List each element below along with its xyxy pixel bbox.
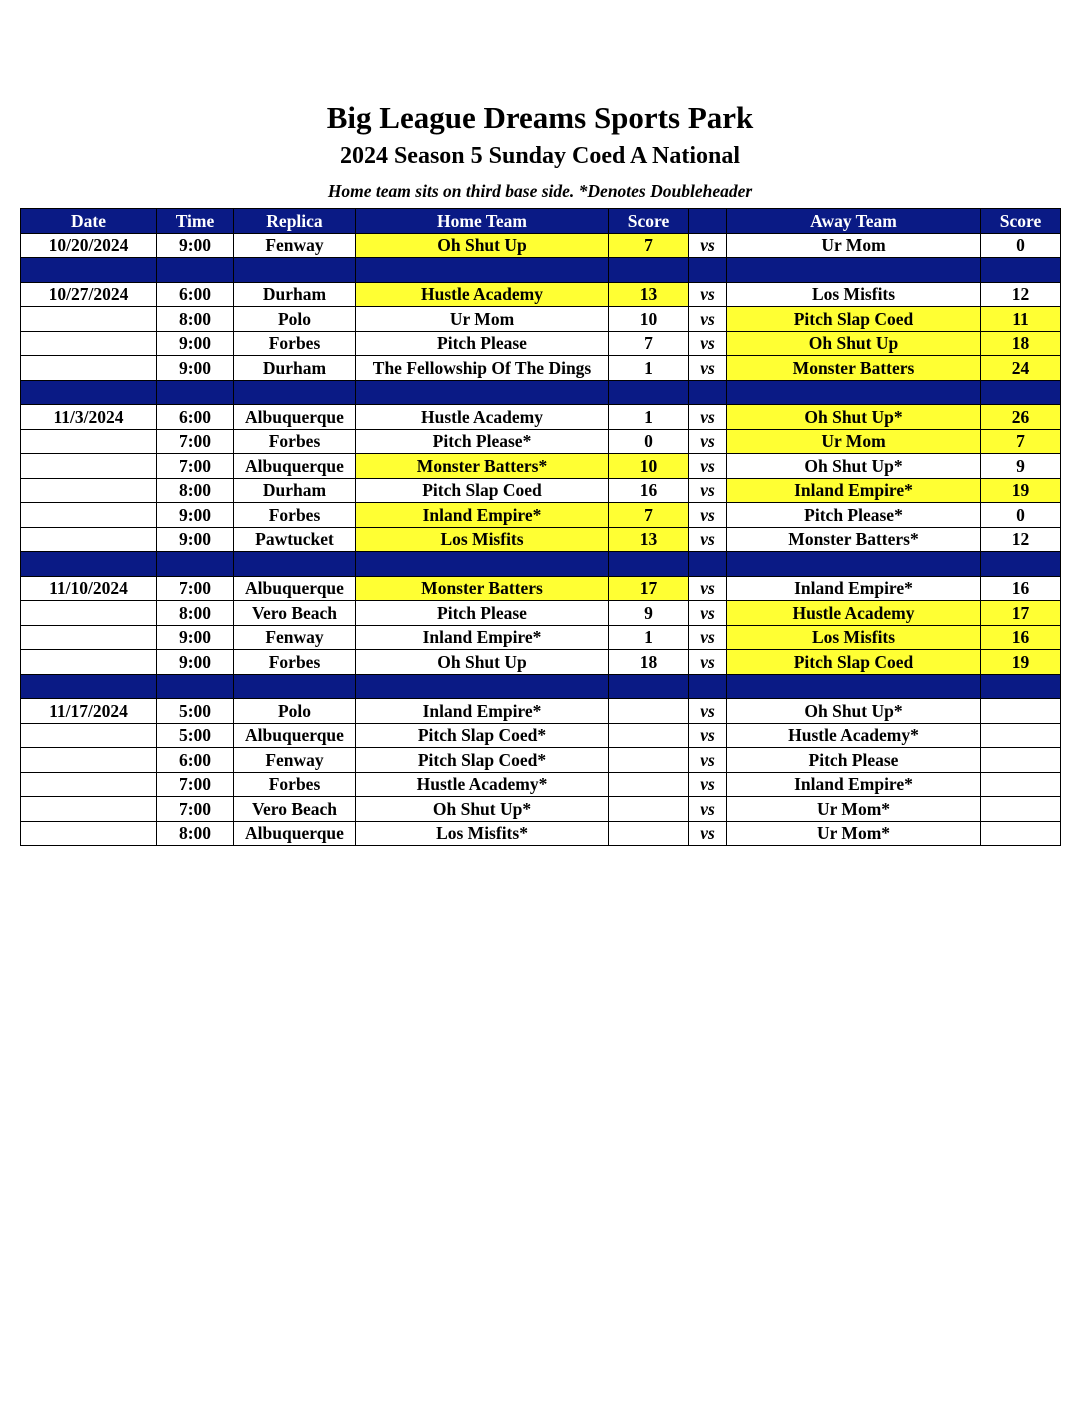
home-team-cell: Monster Batters	[356, 576, 609, 601]
away-score-cell	[981, 723, 1061, 748]
home-team-cell: Hustle Academy	[356, 405, 609, 430]
home-team-cell: Oh Shut Up	[356, 233, 609, 258]
home-team-cell: Pitch Slap Coed*	[356, 748, 609, 773]
home-score-cell: 1	[609, 356, 689, 381]
home-score-cell	[609, 797, 689, 822]
home-team-cell: Pitch Please	[356, 331, 609, 356]
date-cell	[21, 307, 157, 332]
replica-cell: Polo	[234, 699, 356, 724]
away-team-cell: Los Misfits	[727, 625, 981, 650]
replica-cell: Durham	[234, 356, 356, 381]
column-header-away-score: Score	[981, 209, 1061, 234]
time-cell: 8:00	[157, 821, 234, 846]
vs-cell: vs	[689, 650, 727, 675]
away-score-cell: 0	[981, 233, 1061, 258]
date-cell	[21, 527, 157, 552]
separator-cell	[689, 552, 727, 577]
date-cell	[21, 454, 157, 479]
home-team-cell: Pitch Slap Coed	[356, 478, 609, 503]
separator-row	[21, 380, 1061, 405]
away-team-cell: Oh Shut Up*	[727, 405, 981, 430]
date-cell	[21, 821, 157, 846]
away-score-cell: 12	[981, 527, 1061, 552]
page-title: Big League Dreams Sports Park	[326, 100, 754, 135]
table-row	[21, 772, 1061, 797]
replica-cell: Durham	[234, 282, 356, 307]
column-header-replica: Replica	[234, 209, 356, 234]
away-team-cell: Hustle Academy*	[727, 723, 981, 748]
home-score-cell: 13	[609, 527, 689, 552]
separator-row	[21, 674, 1061, 699]
away-team-cell: Ur Mom*	[727, 797, 981, 822]
away-score-cell: 0	[981, 503, 1061, 528]
column-header-time: Time	[157, 209, 234, 234]
table-row	[21, 331, 1061, 356]
home-score-cell	[609, 772, 689, 797]
replica-cell: Forbes	[234, 772, 356, 797]
vs-cell: vs	[689, 429, 727, 454]
separator-cell	[234, 552, 356, 577]
separator-cell	[356, 380, 609, 405]
table-row	[21, 699, 1061, 724]
vs-cell: vs	[689, 331, 727, 356]
replica-cell: Forbes	[234, 331, 356, 356]
away-score-cell: 19	[981, 478, 1061, 503]
table-row	[21, 454, 1061, 479]
home-score-cell: 1	[609, 405, 689, 430]
separator-cell	[21, 380, 157, 405]
table-row	[21, 478, 1061, 503]
home-team-cell: Oh Shut Up*	[356, 797, 609, 822]
away-team-cell: Oh Shut Up*	[727, 699, 981, 724]
separator-cell	[21, 258, 157, 283]
time-cell: 9:00	[157, 356, 234, 381]
replica-cell: Pawtucket	[234, 527, 356, 552]
separator-row	[21, 258, 1061, 283]
vs-cell: vs	[689, 405, 727, 430]
date-cell: 11/10/2024	[21, 576, 157, 601]
away-team-cell: Pitch Slap Coed	[727, 650, 981, 675]
date-cell	[21, 772, 157, 797]
home-score-cell: 0	[609, 429, 689, 454]
away-team-cell: Hustle Academy	[727, 601, 981, 626]
home-team-cell: Monster Batters*	[356, 454, 609, 479]
vs-cell: vs	[689, 478, 727, 503]
date-cell: 10/27/2024	[21, 282, 157, 307]
separator-cell	[609, 674, 689, 699]
away-team-cell: Ur Mom*	[727, 821, 981, 846]
column-header-home-score: Score	[609, 209, 689, 234]
table-row	[21, 576, 1061, 601]
away-score-cell	[981, 748, 1061, 773]
replica-cell: Durham	[234, 478, 356, 503]
date-cell	[21, 797, 157, 822]
time-cell: 7:00	[157, 429, 234, 454]
home-score-cell: 10	[609, 454, 689, 479]
away-score-cell: 24	[981, 356, 1061, 381]
time-cell: 7:00	[157, 454, 234, 479]
home-team-cell: Pitch Slap Coed*	[356, 723, 609, 748]
away-score-cell: 18	[981, 331, 1061, 356]
away-team-cell: Monster Batters*	[727, 527, 981, 552]
separator-cell	[981, 552, 1061, 577]
home-score-cell: 9	[609, 601, 689, 626]
replica-cell: Forbes	[234, 429, 356, 454]
time-cell: 6:00	[157, 282, 234, 307]
table-row	[21, 356, 1061, 381]
vs-cell: vs	[689, 576, 727, 601]
separator-cell	[157, 258, 234, 283]
replica-cell: Albuquerque	[234, 723, 356, 748]
replica-cell: Fenway	[234, 233, 356, 258]
away-team-cell: Ur Mom	[727, 233, 981, 258]
schedule-table	[20, 208, 1061, 846]
home-team-cell: Ur Mom	[356, 307, 609, 332]
time-cell: 9:00	[157, 233, 234, 258]
vs-cell: vs	[689, 503, 727, 528]
home-team-cell: Inland Empire*	[356, 699, 609, 724]
vs-cell: vs	[689, 797, 727, 822]
home-team-cell: Pitch Please*	[356, 429, 609, 454]
vs-cell: vs	[689, 307, 727, 332]
vs-cell: vs	[689, 601, 727, 626]
date-cell	[21, 356, 157, 381]
time-cell: 5:00	[157, 699, 234, 724]
home-team-cell: Inland Empire*	[356, 503, 609, 528]
home-score-cell: 17	[609, 576, 689, 601]
table-row	[21, 821, 1061, 846]
separator-cell	[981, 380, 1061, 405]
schedule-note: Home team sits on third base side. *Denotes Doubleheader	[327, 181, 753, 201]
column-header-away-team: Away Team	[727, 209, 981, 234]
date-cell	[21, 625, 157, 650]
away-score-cell: 11	[981, 307, 1061, 332]
date-cell: 10/20/2024	[21, 233, 157, 258]
away-score-cell: 26	[981, 405, 1061, 430]
replica-cell: Albuquerque	[234, 454, 356, 479]
home-team-cell: Los Misfits	[356, 527, 609, 552]
home-score-cell	[609, 821, 689, 846]
time-cell: 6:00	[157, 405, 234, 430]
table-row	[21, 527, 1061, 552]
vs-cell: vs	[689, 454, 727, 479]
replica-cell: Albuquerque	[234, 821, 356, 846]
separator-cell	[609, 552, 689, 577]
separator-row	[21, 552, 1061, 577]
vs-cell: vs	[689, 772, 727, 797]
table-row	[21, 429, 1061, 454]
away-score-cell: 16	[981, 576, 1061, 601]
table-row	[21, 601, 1061, 626]
replica-cell: Polo	[234, 307, 356, 332]
separator-cell	[689, 380, 727, 405]
away-score-cell	[981, 699, 1061, 724]
replica-cell: Forbes	[234, 650, 356, 675]
separator-cell	[356, 258, 609, 283]
away-score-cell: 12	[981, 282, 1061, 307]
vs-cell: vs	[689, 356, 727, 381]
home-team-cell: Hustle Academy	[356, 282, 609, 307]
table-row	[21, 282, 1061, 307]
time-cell: 7:00	[157, 797, 234, 822]
time-cell: 7:00	[157, 576, 234, 601]
away-team-cell: Ur Mom	[727, 429, 981, 454]
time-cell: 5:00	[157, 723, 234, 748]
time-cell: 9:00	[157, 625, 234, 650]
separator-cell	[981, 674, 1061, 699]
replica-cell: Fenway	[234, 748, 356, 773]
vs-cell: vs	[689, 233, 727, 258]
home-score-cell	[609, 748, 689, 773]
separator-cell	[609, 380, 689, 405]
separator-cell	[157, 552, 234, 577]
separator-cell	[727, 258, 981, 283]
replica-cell: Vero Beach	[234, 601, 356, 626]
vs-cell: vs	[689, 527, 727, 552]
home-score-cell: 18	[609, 650, 689, 675]
date-cell	[21, 503, 157, 528]
table-row	[21, 625, 1061, 650]
separator-cell	[234, 380, 356, 405]
replica-cell: Albuquerque	[234, 576, 356, 601]
time-cell: 9:00	[157, 331, 234, 356]
separator-cell	[234, 258, 356, 283]
away-score-cell	[981, 821, 1061, 846]
separator-cell	[234, 674, 356, 699]
home-team-cell: Hustle Academy*	[356, 772, 609, 797]
time-cell: 7:00	[157, 772, 234, 797]
home-score-cell: 13	[609, 282, 689, 307]
date-cell	[21, 748, 157, 773]
separator-cell	[689, 258, 727, 283]
home-team-cell: The Fellowship Of The Dings	[356, 356, 609, 381]
separator-cell	[356, 674, 609, 699]
page-subtitle: 2024 Season 5 Sunday Coed A National	[339, 143, 741, 169]
table-row	[21, 650, 1061, 675]
away-score-cell	[981, 772, 1061, 797]
away-team-cell: Pitch Please	[727, 748, 981, 773]
home-score-cell	[609, 723, 689, 748]
away-score-cell	[981, 797, 1061, 822]
vs-cell: vs	[689, 723, 727, 748]
home-team-cell: Pitch Please	[356, 601, 609, 626]
time-cell: 9:00	[157, 650, 234, 675]
date-cell	[21, 331, 157, 356]
away-score-cell: 9	[981, 454, 1061, 479]
home-team-cell: Inland Empire*	[356, 625, 609, 650]
replica-cell: Vero Beach	[234, 797, 356, 822]
vs-cell: vs	[689, 282, 727, 307]
away-score-cell: 19	[981, 650, 1061, 675]
column-header-home-team: Home Team	[356, 209, 609, 234]
home-score-cell	[609, 699, 689, 724]
column-header-date: Date	[21, 209, 157, 234]
date-cell	[21, 650, 157, 675]
date-cell: 11/17/2024	[21, 699, 157, 724]
separator-cell	[21, 552, 157, 577]
away-team-cell: Pitch Please*	[727, 503, 981, 528]
home-score-cell: 7	[609, 331, 689, 356]
time-cell: 8:00	[157, 601, 234, 626]
separator-cell	[21, 674, 157, 699]
away-team-cell: Oh Shut Up	[727, 331, 981, 356]
vs-cell: vs	[689, 625, 727, 650]
away-team-cell: Monster Batters	[727, 356, 981, 381]
separator-cell	[727, 674, 981, 699]
table-row	[21, 307, 1061, 332]
separator-cell	[609, 258, 689, 283]
separator-cell	[356, 552, 609, 577]
table-row	[21, 748, 1061, 773]
home-team-cell: Oh Shut Up	[356, 650, 609, 675]
table-row	[21, 405, 1061, 430]
home-score-cell: 7	[609, 233, 689, 258]
time-cell: 6:00	[157, 748, 234, 773]
replica-cell: Fenway	[234, 625, 356, 650]
vs-cell: vs	[689, 821, 727, 846]
away-score-cell: 17	[981, 601, 1061, 626]
table-row	[21, 233, 1061, 258]
separator-cell	[157, 380, 234, 405]
home-score-cell: 16	[609, 478, 689, 503]
time-cell: 9:00	[157, 503, 234, 528]
date-cell: 11/3/2024	[21, 405, 157, 430]
away-team-cell: Inland Empire*	[727, 576, 981, 601]
time-cell: 8:00	[157, 307, 234, 332]
away-team-cell: Los Misfits	[727, 282, 981, 307]
home-score-cell: 1	[609, 625, 689, 650]
home-team-cell: Los Misfits*	[356, 821, 609, 846]
away-team-cell: Inland Empire*	[727, 478, 981, 503]
date-cell	[21, 478, 157, 503]
separator-cell	[981, 258, 1061, 283]
table-header-row	[21, 209, 1061, 234]
date-cell	[21, 601, 157, 626]
separator-cell	[157, 674, 234, 699]
replica-cell: Albuquerque	[234, 405, 356, 430]
away-team-cell: Pitch Slap Coed	[727, 307, 981, 332]
table-row	[21, 723, 1061, 748]
away-score-cell: 16	[981, 625, 1061, 650]
time-cell: 9:00	[157, 527, 234, 552]
away-team-cell: Oh Shut Up*	[727, 454, 981, 479]
table-row	[21, 797, 1061, 822]
away-score-cell: 7	[981, 429, 1061, 454]
table-row	[21, 503, 1061, 528]
vs-cell: vs	[689, 748, 727, 773]
date-cell	[21, 429, 157, 454]
column-header-vs	[689, 209, 727, 234]
separator-cell	[727, 380, 981, 405]
time-cell: 8:00	[157, 478, 234, 503]
away-team-cell: Inland Empire*	[727, 772, 981, 797]
separator-cell	[727, 552, 981, 577]
home-score-cell: 7	[609, 503, 689, 528]
home-score-cell: 10	[609, 307, 689, 332]
separator-cell	[689, 674, 727, 699]
vs-cell: vs	[689, 699, 727, 724]
replica-cell: Forbes	[234, 503, 356, 528]
date-cell	[21, 723, 157, 748]
